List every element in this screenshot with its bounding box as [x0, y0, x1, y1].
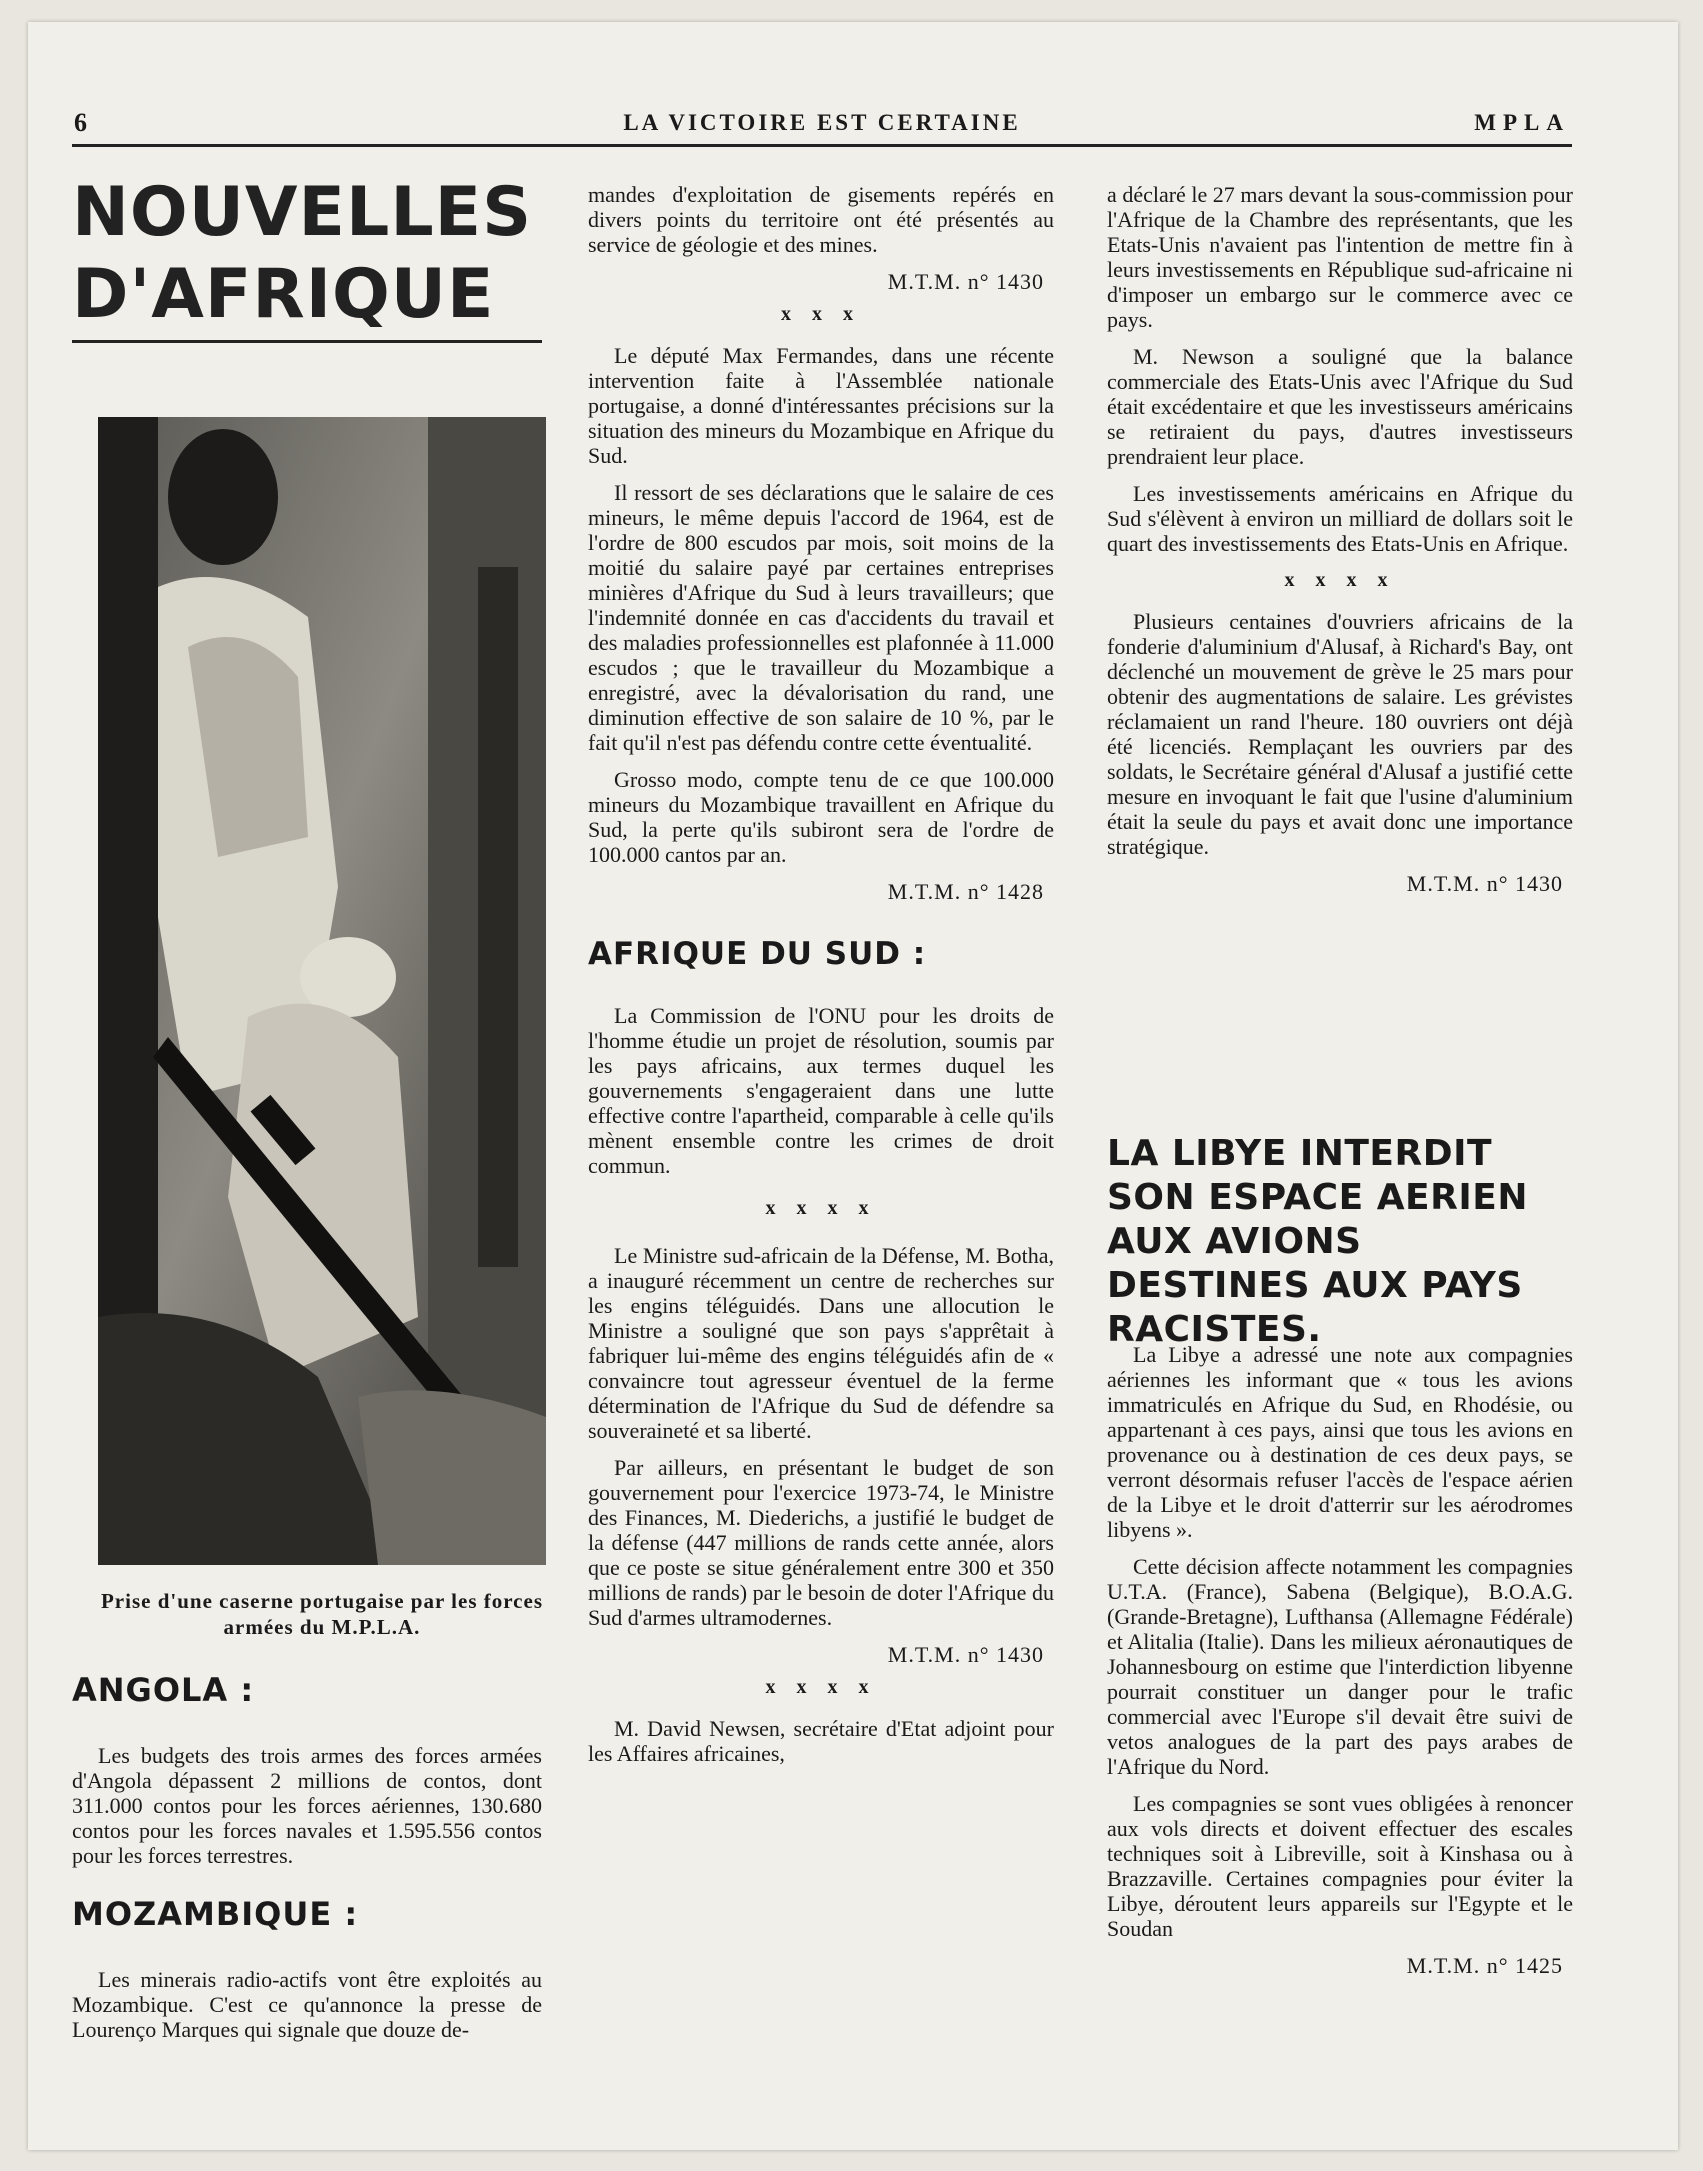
- col3-reference-2: M.T.M. n° 1425: [1406, 1953, 1563, 1978]
- col3-paragraph-7: Les compagnies se sont vues obligées à renoncer aux vols directs et doivent effectuer des escales techniques soit à Libreville, soit à Kinshasa ou à Brazzaville. Certaines compagnies pour éviter la Libye, déroutent leurs appareils sur l'Egypte et le Soudan: [1107, 1791, 1573, 1941]
- col2-separator-1: x x x: [781, 303, 861, 325]
- col3-paragraph-3: Les investissements américains en Afrique du Sud s'élèvent à environ un milliard de dollars soit le quart des investissements des Etats-Unis en Afrique.: [1107, 481, 1573, 556]
- col3-paragraph-5: La Libye a adressé une note aux compagnies aériennes les informant que « tous les avions immatriculés en Afrique du Sud, en Rhodésie, ou appartenant à ces pays, ainsi que tous les avions en provenance ou à destination de ces deux pays, se verront désormais refuser l'accès de l'espace aérien de la Libye et le droit d'atterrir sur les aérodromes libyens ».: [1107, 1342, 1573, 1542]
- col2-paragraph-5: La Commission de l'ONU pour les droits de l'homme étudie un projet de résolution, soumis par les pays africains, aux termes duquel les gouvernements s'engageraient dans une lutte effective contre l'apartheid, comparable à celle qu'ils mènent ensemble contre les crimes de droit commun.: [588, 1003, 1054, 1178]
- col3-reference-1: M.T.M. n° 1430: [1406, 871, 1563, 896]
- libye-headline: LA LIBYE INTERDIT SON ESPACE AERIEN AUX AVIONS DESTINES AUX PAYS RACISTES.: [1107, 1133, 1528, 1350]
- col3-paragraph-6: Cette décision affecte notamment les compagnies U.T.A. (France), Sabena (Belgique), B.O.A.G. (Grande-Bretagne), Lufthansa (Allemagne Fédérale) et Alitalia (Italie). Dans les milieux aéronautiques de Johannesbourg on estime que l'interdiction libyenne pourrait constituer un danger pour le trafic commercial avec l'Europe s'il devait être suivi de vetos analogues de la part des pays arabes de l'Afrique du Nord.: [1107, 1554, 1573, 1779]
- section-title-line2: D'AFRIQUE: [72, 255, 495, 334]
- page-number: 6: [74, 108, 87, 137]
- afrique-du-sud-heading: AFRIQUE DU SUD :: [588, 936, 927, 972]
- col2-reference-1: M.T.M. n° 1430: [887, 269, 1044, 294]
- col2-reference-2: M.T.M. n° 1428: [887, 879, 1044, 904]
- col3-separator-1: x x x x: [1284, 569, 1396, 591]
- column-2: [588, 182, 1054, 1778]
- col2-paragraph-6: Le Ministre sud-africain de la Défense, M. Botha, a inauguré récemment un centre de recherches sur les engins téléguidés. Dans une allocution le Ministre a souligné que son pays s'apprêtait à fabriquer lui-même des engins téléguidés afin de « convaincre tout agresseur éventuel de la ferme détermination de l'Afrique du Sud de défendre sa souveraineté et sa liberté.: [588, 1243, 1054, 1443]
- col2-paragraph-7: Par ailleurs, en présentant le budget de son gouvernement pour l'exercice 1973-74, le Ministre des Finances, M. Diederichs, a justifié le budget de la défense (447 millions de rands cette année, alors que ce poste se situe généralement entre 300 et 350 millions de rands) par le besoin de doter l'Afrique du Sud d'armes ultramodernes.: [588, 1455, 1054, 1630]
- title-rule: [72, 340, 542, 343]
- section-title-line1: NOUVELLES: [72, 173, 533, 252]
- mozambique-paragraph: Les minerais radio-actifs vont être exploités au Mozambique. C'est ce qu'annonce la presse de Lourenço Marques qui signale que douze de-: [72, 1967, 542, 2042]
- photo-caption: Prise d'une caserne portugaise par les forces armées du M.P.L.A.: [100, 1589, 543, 1639]
- col3-paragraph-2: M. Newson a souligné que la balance commerciale des Etats-Unis avec l'Afrique du Sud était excédentaire et que les investisseurs américains se retiraient du pays, d'autres investisseurs prendraient leur place.: [1107, 344, 1573, 469]
- col2-paragraph-4: Grosso modo, compte tenu de ce que 100.000 mineurs du Mozambique travaillent en Afrique du Sud, la perte qu'ils subiront sera de l'ordre de 100.000 cantos par an.: [588, 767, 1054, 867]
- col2-separator-3: x x x x: [765, 1676, 877, 1698]
- angola-paragraph: Les budgets des trois armes des forces armées d'Angola dépassent 2 millions de contos, dont 311.000 contos pour les forces aériennes, 130.680 contos pour les forces navales et 1.595.556 contos pour les forces terrestres.: [72, 1743, 542, 1868]
- col2-paragraph-2: Le député Max Fermandes, dans une récente intervention faite à l'Assemblée nationale portugaise, a donné d'intéressantes précisions sur la situation des mineurs du Mozambique en Afrique du Sud.: [588, 343, 1054, 468]
- soldier-photo: [98, 417, 546, 1565]
- page-header: [72, 106, 1572, 147]
- column-3-lower: [1107, 1342, 1573, 1986]
- newspaper-title: LA VICTOIRE EST CERTAINE: [623, 110, 1021, 135]
- col2-reference-3: M.T.M. n° 1430: [887, 1642, 1044, 1667]
- col2-paragraph-8: M. David Newsen, secrétaire d'Etat adjoint pour les Affaires africaines,: [588, 1716, 1054, 1766]
- publisher-name: MPLA: [1474, 110, 1570, 135]
- mozambique-heading: MOZAMBIQUE :: [72, 1895, 359, 1933]
- col2-paragraph-1: mandes d'exploitation de gisements repérés en divers points du territoire ont été présentés au service de géologie et des mines.: [588, 182, 1054, 257]
- section-title: [72, 172, 542, 336]
- col3-paragraph-1: a déclaré le 27 mars devant la sous-commission pour l'Afrique de la Chambre des représentants, que les Etats-Unis n'avaient pas l'intention de mettre fin à leurs investissements en République sud-africaine ni d'imposer un embargo sur le commerce avec ce pays.: [1107, 182, 1573, 332]
- col2-separator-2: x x x x: [765, 1197, 877, 1219]
- col2-paragraph-3: Il ressort de ses déclarations que le salaire de ces mineurs, le même depuis l'accord de 1964, est de l'ordre de 800 escudos par mois, soit moins de la moitié du salaire payé par certaines entreprises minières d'Afrique du Sud à leurs travailleurs; que l'indemnité donnée en cas d'accidents du travail et des maladies professionnelles est plafonnée à 11.000 escudos ; que le travailleur du Mozambique a enregistré, avec la dévalorisation du rand, une diminution effective de son salaire de 10 %, par le fait qu'il n'est pas défendu contre cette éventualité.: [588, 480, 1054, 755]
- angola-heading: ANGOLA :: [72, 1671, 255, 1709]
- col3-paragraph-4: Plusieurs centaines d'ouvriers africains de la fonderie d'aluminium d'Alusaf, à Richard's Bay, ont déclenché un mouvement de grève le 25 mars pour obtenir des augmentations de salaire. Les grévistes réclamaient un rand l'heure. 180 ouvriers ont déjà été licenciés. Remplaçant les ouvriers par des soldats, le Secrétaire général d'Alusaf a justifié cette mesure en invoquant le fait que l'usine d'aluminium était la seule du pays et avait donc une importance stratégique.: [1107, 609, 1573, 859]
- column-3-upper: [1107, 182, 1573, 904]
- column-1: [72, 1671, 542, 2054]
